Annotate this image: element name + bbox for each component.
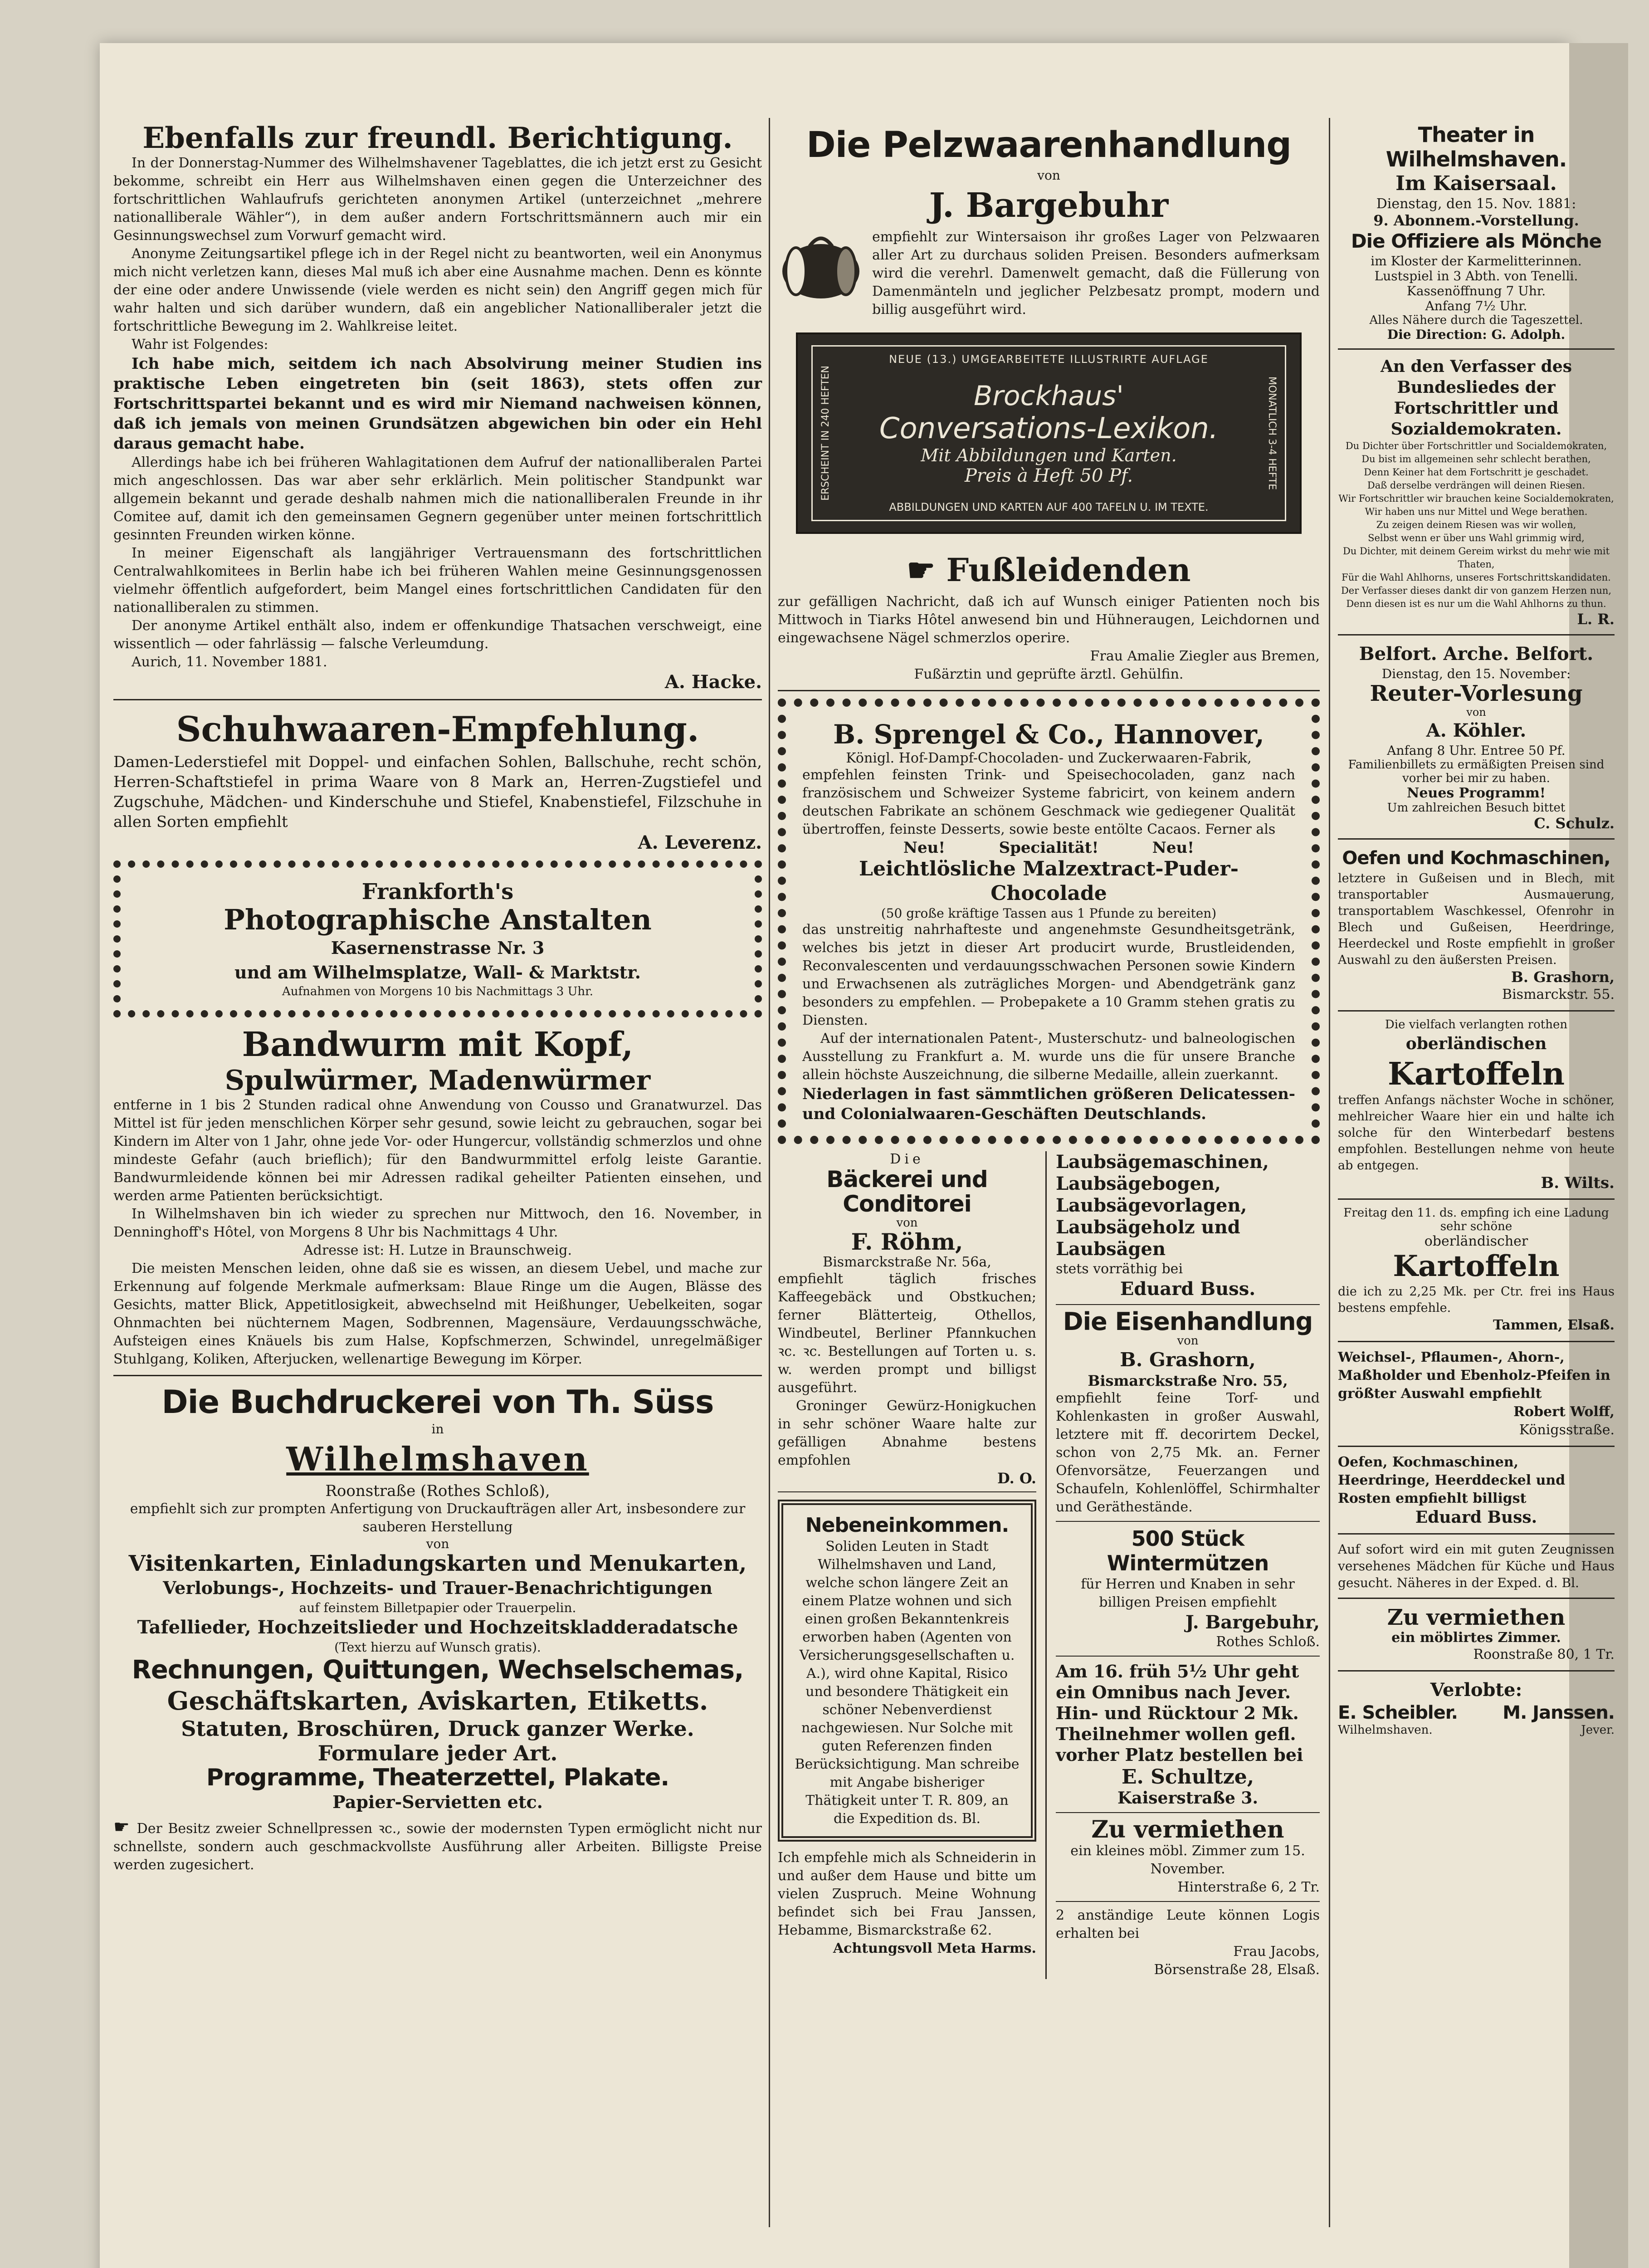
- column-3: [1338, 122, 1615, 1737]
- paragraph: Adresse ist: H. Lutze in Braunschweig.: [303, 1242, 572, 1258]
- gedicht: [1338, 356, 1615, 628]
- text-line: Alles Nähere durch die Tageszettel.: [1369, 313, 1583, 327]
- kartoffeln2-text: die ich zu 2,25 Mk. per Ctr. frei ins Haus bestens empfehle.: [1338, 1285, 1615, 1315]
- column-rule: [1045, 1151, 1047, 1979]
- gedicht-line: Wir haben uns nur Mittel und Wege berathen.: [1365, 506, 1588, 517]
- signature: D. O.: [997, 1469, 1036, 1487]
- signature: Eduard Buss.: [1415, 1508, 1537, 1527]
- divider: [1338, 1446, 1615, 1447]
- divider: [1056, 1304, 1320, 1305]
- text-line: Laubsägebogen,: [1056, 1173, 1221, 1194]
- paragraph: Die meisten Menschen leiden, ohne daß sie es wissen, an diesem Uebel, und mache zur Erkennung auf folgende Merkmale aufmerksam: Blaue Ringe um die Augen, Blässe des Gesichts, matter Blick, Appetitlosigkeit, abwechselnd mit Heißhunger, Uebelkeiten, sogar Ohnmachten bei nüchternem Magen, Sodbrennen, Magensäure, Verdauungsschwäche, Aufsteigen eines Knäuels bis zum Halse, Kopfschmerzen, Schwindel, unregelmäßiger Stuhlgang, Koliken, Afterjucken, wellenartige Bewegung im Körper.: [113, 1261, 762, 1367]
- weichsel-ad: [1338, 1349, 1615, 1439]
- verm1-text: ein kleines möbl. Zimmer zum 15. November.: [1070, 1843, 1305, 1877]
- gedicht-line: Du Dichter über Fortschrittler und Socialdemokraten,: [1345, 440, 1607, 451]
- baeckerei-owner: F. Röhm,: [851, 1228, 963, 1255]
- signature-2: Königsstraße.: [1519, 1422, 1615, 1438]
- photo-address: Kasernenstrasse Nr. 3: [331, 938, 545, 958]
- text-line: Bismarckstraße Nr. 56a,: [823, 1254, 991, 1270]
- paragraph: Anonyme Zeitungsartikel pflege ich in der Regel nicht zu beantworten, weil ein Anonymus mich nicht verletzen kann, dieses Mal muß ich aber eine Ausnahme machen. Denn es könnte der eine oder andere Unwissende (viele werden es nicht sein) den Angriff gegen mich für wahr halten und sich darüber wundern, daß ein angeblicher Nationalliberaler jetzt die fortschrittliche Bewegung im 2. Wahlkreise leitet.: [113, 246, 762, 334]
- column-rule: [769, 118, 770, 2227]
- fuss-title-text: Fußleidenden: [946, 551, 1191, 589]
- bandwurm-title: Bandwurm mit Kopf,: [242, 1025, 634, 1064]
- signature: A. Leverenz.: [638, 832, 762, 853]
- eisen-owner: B. Grashorn,: [1120, 1348, 1256, 1371]
- brockhaus-title-2: Conversations-Lexikon.: [879, 411, 1219, 445]
- photo-hours: Aufnahmen von Morgens 10 bis Nachmittags 3 Uhr.: [282, 985, 594, 998]
- schneiderin-text: Ich empfehle mich als Schneiderin in und außer dem Hause und bitte um vielen Zuspruch. Meine Wohnung befindet sich bei Frau Janssen, Hebamme, Bismarckstraße 62.: [778, 1849, 1036, 1938]
- theater-play: Die Offiziere als Mönche: [1351, 230, 1602, 252]
- paragraph: das unstreitig nahrhafteste und angenehmste Gesundheitsgetränk, welches bis jetzt in dieser Art producirt wurde, Brustleidenden, Reconvalescenten und verdauungsschwachen Personen sowie Kindern und Erwachsenen als zuträgliches Morgen- und Abendgetränk ganz besonders zu empfehlen. — Probepakete a 10 Gramm stehen gratis zu Diensten.: [802, 921, 1295, 1028]
- divider: [1056, 1901, 1320, 1902]
- divider: [1338, 1533, 1615, 1535]
- divider: [1056, 1812, 1320, 1813]
- divider: [1338, 1341, 1615, 1342]
- theater-title: Theater in Wilhelmshaven.: [1386, 122, 1567, 171]
- schuh-title: Schuhwaaren-Empfehlung.: [176, 709, 699, 749]
- paragraph: Niederlagen in fast sämmtlichen größeren Delicatessen- und Colonialwaaren-Geschäften Deutschlands.: [802, 1085, 1295, 1123]
- druckerei-title: Die Buchdruckerei von Th. Süss: [161, 1383, 714, 1421]
- verm2-ad: [1338, 1605, 1615, 1664]
- text-line: Visitenkarten, Einladungskarten und Menukarten,: [128, 1551, 747, 1576]
- sprengel-ad: [778, 699, 1320, 1144]
- verm2-text: ein möblirtes Zimmer.: [1391, 1630, 1561, 1646]
- brockhaus-bottom: ABBILDUNGEN UND KARTEN AUF 400 TAFELN U. IM TEXTE.: [889, 500, 1209, 513]
- neben-ad: [778, 1500, 1036, 1842]
- signature: Tammen, Elsaß.: [1493, 1317, 1615, 1333]
- signature: E. Schultze,: [1121, 1765, 1254, 1789]
- text-line: Programme, Theaterzettel, Plakate.: [206, 1764, 669, 1791]
- baeckerei-ad: [778, 1151, 1036, 1487]
- brockhaus-top: NEUE (13.) UMGEARBEITETE ILLUSTRIRTE AUFLAGE: [889, 353, 1209, 366]
- text-line: von: [1177, 1334, 1199, 1348]
- signature: B. Wilts.: [1541, 1174, 1615, 1192]
- gedicht-line: Denn diesen ist es nur um die Wahl Ahlhorns zu thun.: [1346, 598, 1606, 609]
- brockhaus-ad: [796, 332, 1302, 534]
- text-line: Freitag den 11. ds. empfing ich eine Ladung sehr schöne: [1343, 1206, 1609, 1233]
- kartoffeln-ad: [1338, 1018, 1615, 1192]
- sprengel-subtitle: Königl. Hof-Dampf-Chocoladen- und Zuckerwaaren-Fabrik,: [846, 750, 1252, 766]
- pelz-title: Die Pelzwaarenhandlung: [806, 125, 1292, 166]
- signature: J. Bargebuhr,: [1185, 1611, 1320, 1633]
- maedchen-text: Auf sofort wird ein mit guten Zeugnissen versehenes Mädchen für Küche und Haus gesucht. Näheres in der Exped. d. Bl.: [1338, 1542, 1615, 1590]
- theater-venue: Im Kaisersaal.: [1395, 172, 1557, 195]
- text-line: auf feinstem Billetpapier oder Trauerpelin.: [299, 1600, 576, 1615]
- eisen-text: empfiehlt feine Torf- und Kohlenkasten in großer Auswahl, letztere mit ff. decorirtem Deckel, schon von 2,75 Mk. an. Ferner Ofenvorsätze, Feuerzangen und Schaufeln, Kohlenlöffel, Schirmhalter und Geräthestände.: [1056, 1390, 1320, 1515]
- paragraph: [113, 1818, 762, 1874]
- baeckerei-title: Bäckerei und Conditorei: [826, 1166, 988, 1217]
- pointing-hand-icon: ☛: [907, 551, 946, 589]
- paragraph: empfiehlt täglich frisches Kaffeegebäck und Obstkuchen; ferner Blätterteig, Othellos, Windbeutel, Berliner Pfannkuchen ꝛc. ꝛc. Bestellungen auf Torten u. s. w. werden prompt und billigst ausgeführt.: [778, 1271, 1036, 1396]
- divider: [778, 1491, 1036, 1492]
- text-line: Die Direction: G. Adolph.: [1387, 327, 1566, 342]
- text-line: von: [1466, 706, 1486, 719]
- signature: Frau Jacobs,: [1233, 1943, 1320, 1960]
- signature: C. Schulz.: [1534, 815, 1615, 832]
- signature-2: Fußärztin und geprüfte ärztl. Gehülfin.: [914, 666, 1184, 682]
- signature: B. Grashorn,: [1511, 968, 1615, 986]
- text-line: Kassenöffnung 7 Uhr.: [1406, 284, 1546, 298]
- kartoffeln2-title: Kartoffeln: [1393, 1249, 1560, 1283]
- arche-title: Belfort. Arche. Belfort.: [1359, 643, 1594, 665]
- text-line: oberländischen: [1405, 1034, 1547, 1053]
- verlobte-ad: [1338, 1678, 1615, 1737]
- paragraph: entferne in 1 bis 2 Stunden radical ohne Anwendung von Cousso und Granatwurzel. Das Mittel ist für jeden menschlichen Körper sehr gesund, sowie leicht zu gebrauchen, sogar bei Kindern im Alter von 1 Jahr, ohne jede Vor- oder Hungercur, vollständig schmerzlos und ohne mindeste Gefahr (auch brieflich); für den Bandwurmmittel erfolg leiste Garantie. Bandwurmleidende können bei mir Adressen radikal geheilter Patienten einsehen, und werden arme Patienten berücksichtigt.: [113, 1097, 762, 1204]
- oefen-ad: [1338, 846, 1615, 1004]
- muff-icon: [778, 228, 864, 316]
- text-line: Laubsägemaschinen,: [1056, 1151, 1269, 1173]
- text-line: von: [426, 1536, 449, 1551]
- sprengel-product: Leichtlösliche Malzextract-Puder-Chocolade: [859, 857, 1239, 905]
- signature: Eduard Buss.: [1120, 1278, 1256, 1300]
- gedicht-line: Du Dichter, mit deinem Gereim wirkst du mehr wie mit Thaten,: [1342, 546, 1610, 570]
- column-rule: [1329, 118, 1330, 2227]
- divider: [113, 1375, 762, 1376]
- neben-text: Soliden Leuten in Stadt Wilhelmshaven und Land, welche schon längere Zeit an einem Platze wohnen und sich einen großen Bekanntenkreis erworben haben (Agenten von Versicherungsgesellschaften u. A.), wird ohne Kapital, Risico und besondere Thätigkeit ein schöner Nebenverdienst nachgewiesen. Nur Solche mit guten Referenzen finden Berücksichtigung. Man schreibe mit Angabe bisheriger Thätigkeit unter T. R. 809, an die Expedition ds. Bl.: [795, 1538, 1020, 1827]
- text-line: Anfang 8 Uhr. Entree 50 Pf.: [1387, 743, 1566, 758]
- text-line: Roonstraße (Rothes Schloß),: [325, 1482, 550, 1500]
- brockhaus-price: Preis à Heft 50 Pf.: [964, 465, 1133, 486]
- schuh-ad: [113, 707, 762, 853]
- divider: [1338, 1010, 1615, 1012]
- divider: [1338, 348, 1615, 350]
- divider: [1338, 838, 1615, 840]
- paragraph: In der Donnerstag-Nummer des Wilhelmshavener Tageblattes, die ich jetzt erst zu Gesicht bekomme, schreibt ein Herr aus Wilhelmshaven einen gegen die Unterzeichner des fortschrittlichen Wahlaufrufs gerichteten anonymen Artikel (unterzeichnet „mehrere nationalliberale Wähler“), in dem außer andern Fortschrittsmännern auch mir ein Gesinnungswechsel zum Vorwurf gemacht wird.: [113, 155, 762, 244]
- laub-ad: [1056, 1151, 1320, 1300]
- subcolumn-left: [778, 1151, 1036, 1979]
- muetzen-ad: [1056, 1526, 1320, 1651]
- gedicht-line: Der Verfasser dieses dankt dir von ganzem Herzen nun,: [1341, 585, 1612, 596]
- omnibus-ad: [1056, 1661, 1320, 1808]
- signature-2: Kaiserstraße 3.: [1117, 1788, 1258, 1808]
- verlobte-place: Jever.: [1581, 1723, 1615, 1737]
- verlobte-name: M. Janssen.: [1503, 1702, 1615, 1723]
- verm2-title: Zu vermiethen: [1387, 1605, 1566, 1630]
- photo-address-2: und am Wilhelmsplatze, Wall- & Marktstr.: [234, 962, 641, 982]
- berichtigung-notice: [113, 122, 762, 693]
- omnibus-text: Am 16. früh 5½ Uhr geht ein Omnibus nach Jever. Hin- und Rücktour 2 Mk. Theilnehmer wollen gefl. vorher Platz bestellen bei: [1056, 1661, 1303, 1765]
- photo-title: Photographische Anstalten: [224, 903, 652, 936]
- text-line: Statuten, Broschüren, Druck ganzer Werke.: [181, 1716, 694, 1741]
- divider: [113, 699, 762, 700]
- oefen2-text: Oefen, Kochmaschinen, Heerdringe, Heerddeckel und Rosten empfiehlt billigst: [1338, 1454, 1566, 1506]
- pelz-text: empfiehlt zur Wintersaison ihr großes Lager von Pelzwaaren aller Art zu durchaus soliden Preisen. Besonders aufmerksam wird die verehrl. Damenwelt gemacht, daß die Füllerung von Damenmänteln und jeglicher Pelzbesatz prompt, modern und billig ausgeführt wird.: [872, 229, 1320, 318]
- muetzen-text: für Herren und Knaben in sehr billigen Preisen empfiehlt: [1081, 1576, 1295, 1610]
- gedicht-line: Du bist im allgemeinen sehr schlecht berathen,: [1361, 454, 1591, 464]
- text-line: Dienstag, den 15. Nov. 1881:: [1376, 196, 1576, 212]
- text-line: von: [896, 1216, 918, 1230]
- text-line: empfiehlt sich zur prompten Anfertigung von Druckaufträgen aller Art, insbesondere zur sauberen Herstellung: [130, 1501, 746, 1535]
- eisen-address: Bismarckstraße Nro. 55,: [1088, 1372, 1288, 1389]
- arche-speaker: A. Köhler.: [1426, 720, 1527, 741]
- dateline: Aurich, 11. November 1881.: [132, 654, 327, 670]
- weichsel-text: Weichsel-, Pflaumen-, Ahorn-, Maßholder und Ebenholz-Pfeifen in größter Auswahl empfiehlt: [1338, 1349, 1610, 1402]
- text-line: (Text hierzu auf Wunsch gratis).: [334, 1640, 541, 1655]
- druckerei-city: Wilhelmshaven: [286, 1440, 589, 1478]
- text-line: Laubsägevorlagen,: [1056, 1194, 1247, 1216]
- gedicht-line: Für die Wahl Ahlhorns, unseres Fortschrittskandidaten.: [1342, 572, 1611, 583]
- text-line: Um zahlreichen Besuch bittet: [1387, 801, 1566, 815]
- verlobte-place: Wilhelmshaven.: [1338, 1723, 1433, 1737]
- paragraph: Ich habe mich, seitdem ich nach Absolvirung meiner Studien ins praktische Leben eingetreten bin (seit 1863), stets offen zur Fortschrittspartei bekannt und es wird mir Niemand nachweisen können, daß ich jemals von meinen Grundsätzen abgewichen bin oder ein Hehl daraus gemacht habe.: [113, 355, 762, 453]
- pointing-hand-icon: ☛: [113, 1817, 137, 1838]
- sprengel-note: (50 große kräftige Tassen aus 1 Pfunde zu bereiten): [881, 905, 1217, 921]
- oefen-text: letztere in Gußeisen und in Blech, mit transportabler Ausmauerung, transportablem Waschkessel, Ofenrohr in Blech und Gußeisen, Heerdringe, Heerdeckel und Roste empfiehlt in großer Auswahl zu den äußersten Preisen.: [1338, 871, 1615, 967]
- text-line: von: [1037, 168, 1060, 183]
- gedicht-line: Selbst wenn er über uns Wahl grimmig wird,: [1368, 533, 1585, 543]
- text-line: Geschäftskarten, Aviskarten, Etiketts.: [167, 1686, 708, 1716]
- two-column-block: [778, 1151, 1320, 1979]
- paragraph: Auf der internationalen Patent-, Musterschutz- und balneologischen Ausstellung zu Frankfurt a. M. wurde uns die für unsere Branche allein höchste Auszeichnung, die silberne Medaille, allein zuerkannt.: [802, 1030, 1295, 1083]
- bandwurm-ad: [113, 1025, 762, 1369]
- fuss-title: [778, 547, 1320, 593]
- fuss-text: zur gefälligen Nachricht, daß ich auf Wunsch einiger Patienten noch bis Mittwoch in Tiarks Hôtel anwesend bin und Hühneraugen, Leichdornen und eingewachsene Nägel schmerzlos operire.: [778, 593, 1320, 646]
- text-line: Die vielfach verlangten rothen: [1385, 1018, 1568, 1031]
- paragraph: In meiner Eigenschaft als langjähriger Vertrauensmann des fortschrittlichen Centralwahlkomitees in Berlin habe ich bei früheren Wahlen meine Gesinnungsgenossen vielmehr öffentlich aufgefordert, beim Mangel eines fortschrittlichen Candidaten für den nationalliberalen zu stimmen.: [113, 545, 762, 616]
- verlobte-name: E. Scheibler.: [1338, 1702, 1458, 1723]
- bandwurm-subtitle: Spulwürmer, Madenwürmer: [224, 1065, 651, 1096]
- gedicht-lines: [1338, 440, 1615, 611]
- text-line: Laubsägeholz und: [1056, 1216, 1240, 1238]
- text-line: Die: [890, 1151, 924, 1167]
- berichtigung-title: Ebenfalls zur freundl. Berichtigung.: [142, 121, 733, 155]
- photo-name: Frankforth's: [361, 879, 514, 904]
- verlobte-places: [1338, 1723, 1615, 1737]
- theater-ad: [1338, 122, 1615, 342]
- paragraph: Groninger Gewürz-Honigkuchen in sehr schöner Waare halte zur gefälligen Abnahme bestens empfohlen: [778, 1398, 1036, 1468]
- text-line: 9. Abonnem.-Vorstellung.: [1373, 212, 1579, 229]
- kartoffeln2-ad: [1338, 1206, 1615, 1334]
- druckerei-ad: [113, 1383, 762, 1874]
- divider: [1056, 1656, 1320, 1657]
- divider: [1338, 1598, 1615, 1599]
- subcolumn-right: [1056, 1151, 1320, 1979]
- paragraph: empfehlen feinsten Trink- und Speisechocoladen, ganz nach französischem und Schweizer Systeme fabricirt, von keinem andern deutschen Fabrikate an schönem Geschmack wie gediegener Qualität übertroffen, feinste Desserts, sowie beste entölte Cacaos. Ferner als: [802, 767, 1295, 837]
- arche-event: Reuter-Vorlesung: [1370, 681, 1583, 706]
- verlobte-title: Verlobte:: [1430, 1679, 1522, 1701]
- paragraph: Wahr ist Folgendes:: [132, 337, 268, 352]
- verlobte-names: [1338, 1702, 1615, 1723]
- text-line: Lustspiel in 3 Abth. von Tenelli.: [1374, 269, 1578, 284]
- sprengel-neu: Neu! Specialität! Neu!: [903, 838, 1195, 857]
- logis-address: Börsenstraße 28, Elsaß.: [1154, 1961, 1320, 1978]
- druckerei-footnote: Der Besitz zweier Schnellpressen ꝛc., sowie der modernsten Typen ermöglicht nicht nur schnellste, sondern auch geschmackvollste Ausführung aller Arbeiten. Billigste Preise werden zugesichert.: [113, 1821, 762, 1873]
- paragraph: Allerdings habe ich bei früheren Wahlagitationen dem Aufruf der nationalliberalen Partei mich angeschlossen. Das war aber sehr erklärlich. Mein politischer Standpunkt war allgemein bekannt und gerade deshalb nahmen mich die nationalliberalen Freunde in ihr Comitee auf, damit ich den gemeinsamen Gegnern gegenüber unter meinen fortschrittlich gesinnten Freunden wirken könne.: [113, 455, 762, 543]
- paragraph: Der anonyme Artikel enthält also, indem er offenkundige Thatsachen verschweigt, eine wissentlich — oder fahrlässig — falsche Verleumdung.: [113, 618, 762, 652]
- gedicht-line: Wir Fortschrittler wir brauchen keine Socialdemokraten,: [1338, 493, 1614, 504]
- signature: Frau Amalie Ziegler aus Bremen,: [1090, 648, 1320, 664]
- text-line: Verlobungs-, Hochzeits- und Trauer-Benachrichtigungen: [163, 1578, 712, 1598]
- verm1-ad: [1056, 1815, 1320, 1897]
- text-line: Papier-Servietten etc.: [332, 1792, 543, 1812]
- gedicht-line: Zu zeigen deinem Riesen was wir wollen,: [1376, 519, 1576, 530]
- signature: A. Hacke.: [664, 671, 762, 693]
- eisen-title: Die Eisenhandlung: [1063, 1307, 1313, 1336]
- text-line: Familienbillets zu ermäßigten Preisen sind vorher bei mir zu haben.: [1348, 758, 1605, 785]
- brockhaus-left: ERSCHEINT IN 240 HEFTEN: [820, 366, 831, 501]
- sprengel-title: B. Sprengel & Co., Hannover,: [833, 719, 1264, 750]
- text-line: stets vorräthig bei: [1056, 1261, 1183, 1277]
- eisen-ad: [1056, 1307, 1320, 1516]
- signature-2: Rothes Schloß.: [1216, 1633, 1320, 1650]
- maedchen-ad: [1338, 1541, 1615, 1591]
- schuh-text: Damen-Lederstiefel mit Doppel- und einfachen Sohlen, Ballschuhe, recht schön, Herren-Schaftstiefel in prima Waare von 8 Mark an, Herren-Zugstiefel und Zugschuhe, Mädchen- und Kinderschuhe und Stiefel, Knabenstiefel, Filzschuhe in allen Sorten empfiehlt: [113, 753, 762, 831]
- text-line: Anfang 7½ Uhr.: [1425, 298, 1527, 313]
- signature: L. R.: [1577, 611, 1615, 628]
- photo-ad: [113, 860, 762, 1017]
- signature-2: Bismarckstr. 55.: [1502, 987, 1615, 1002]
- column-2: [778, 122, 1320, 1979]
- pelz-ad: [778, 122, 1320, 319]
- brockhaus-frame: [811, 345, 1286, 521]
- verm2-address: Roonstraße 80, 1 Tr.: [1473, 1647, 1615, 1662]
- kartoffeln-title: Kartoffeln: [1387, 1056, 1565, 1092]
- oefen-title: Oefen und Kochmaschinen,: [1342, 848, 1610, 869]
- muetzen-title: 500 Stück Wintermützen: [1107, 1526, 1269, 1575]
- gedicht-line: Denn Keiner hat dem Fortschritt je geschadet.: [1364, 467, 1589, 478]
- pelz-owner: J. Bargebuhr: [929, 186, 1169, 225]
- divider: [1338, 1670, 1615, 1672]
- gedicht-line: Daß derselbe verdrängen will deinen Riesen.: [1367, 480, 1586, 491]
- text-line: im Kloster der Karmelitterinnen.: [1371, 254, 1582, 269]
- verm1-address: Hinterstraße 6, 2 Tr.: [1177, 1879, 1320, 1895]
- gedicht-title: An den Verfasser des Bundesliedes der Fortschrittler und Sozialdemokraten.: [1380, 357, 1572, 439]
- brockhaus-right: MONATLICH 3-4 HEFTE: [1266, 376, 1278, 490]
- neben-title: Nebeneinkommen.: [805, 1513, 1009, 1537]
- fuss-ad: [778, 547, 1320, 684]
- logis-ad: [1056, 1906, 1320, 1979]
- divider: [1338, 1198, 1615, 1200]
- signature: Robert Wolff,: [1513, 1404, 1615, 1420]
- oefen2-ad: [1338, 1453, 1615, 1527]
- brockhaus-title: Brockhaus': [974, 380, 1124, 412]
- divider: [1056, 1521, 1320, 1522]
- kartoffeln-text: treffen Anfangs nächster Woche in schöner, mehlreicher Waare hier ein und halte ich solche für den Winterbedarf bestens empfohlen. Bestellungen nehme von heute ab entgegen.: [1338, 1093, 1615, 1173]
- text-line: Laubsägen: [1056, 1238, 1166, 1260]
- schneiderin-ad: [778, 1849, 1036, 1958]
- text-line: Neues Programm!: [1407, 785, 1546, 801]
- text-line: oberländischer: [1424, 1233, 1528, 1249]
- signature: Achtungsvoll Meta Harms.: [833, 1940, 1036, 1956]
- text-line: Tafellieder, Hochzeitslieder und Hochzeitskladderadatsche: [137, 1617, 738, 1638]
- logis-text: 2 anständige Leute können Logis erhalten bei: [1056, 1907, 1320, 1941]
- verm1-title: Zu vermiethen: [1091, 1815, 1284, 1843]
- arche-ad: [1338, 642, 1615, 832]
- column-1: [113, 122, 762, 1874]
- divider: [1338, 634, 1615, 635]
- text-line: Rechnungen, Quittungen, Wechselschemas,: [132, 1655, 744, 1685]
- paragraph: In Wilhelmshaven bin ich wieder zu sprechen nur Mittwoch, den 16. November, in Denninghoff's Hôtel, von Morgens 8 Uhr bis Nachmittags 4 Uhr.: [113, 1206, 762, 1240]
- text-line: Formulare jeder Art.: [317, 1741, 558, 1765]
- text-line: Dienstag, den 15. November:: [1381, 666, 1571, 681]
- brockhaus-sub: Mit Abbildungen und Karten.: [921, 445, 1177, 465]
- text-line: in: [431, 1422, 444, 1437]
- divider: [778, 690, 1320, 691]
